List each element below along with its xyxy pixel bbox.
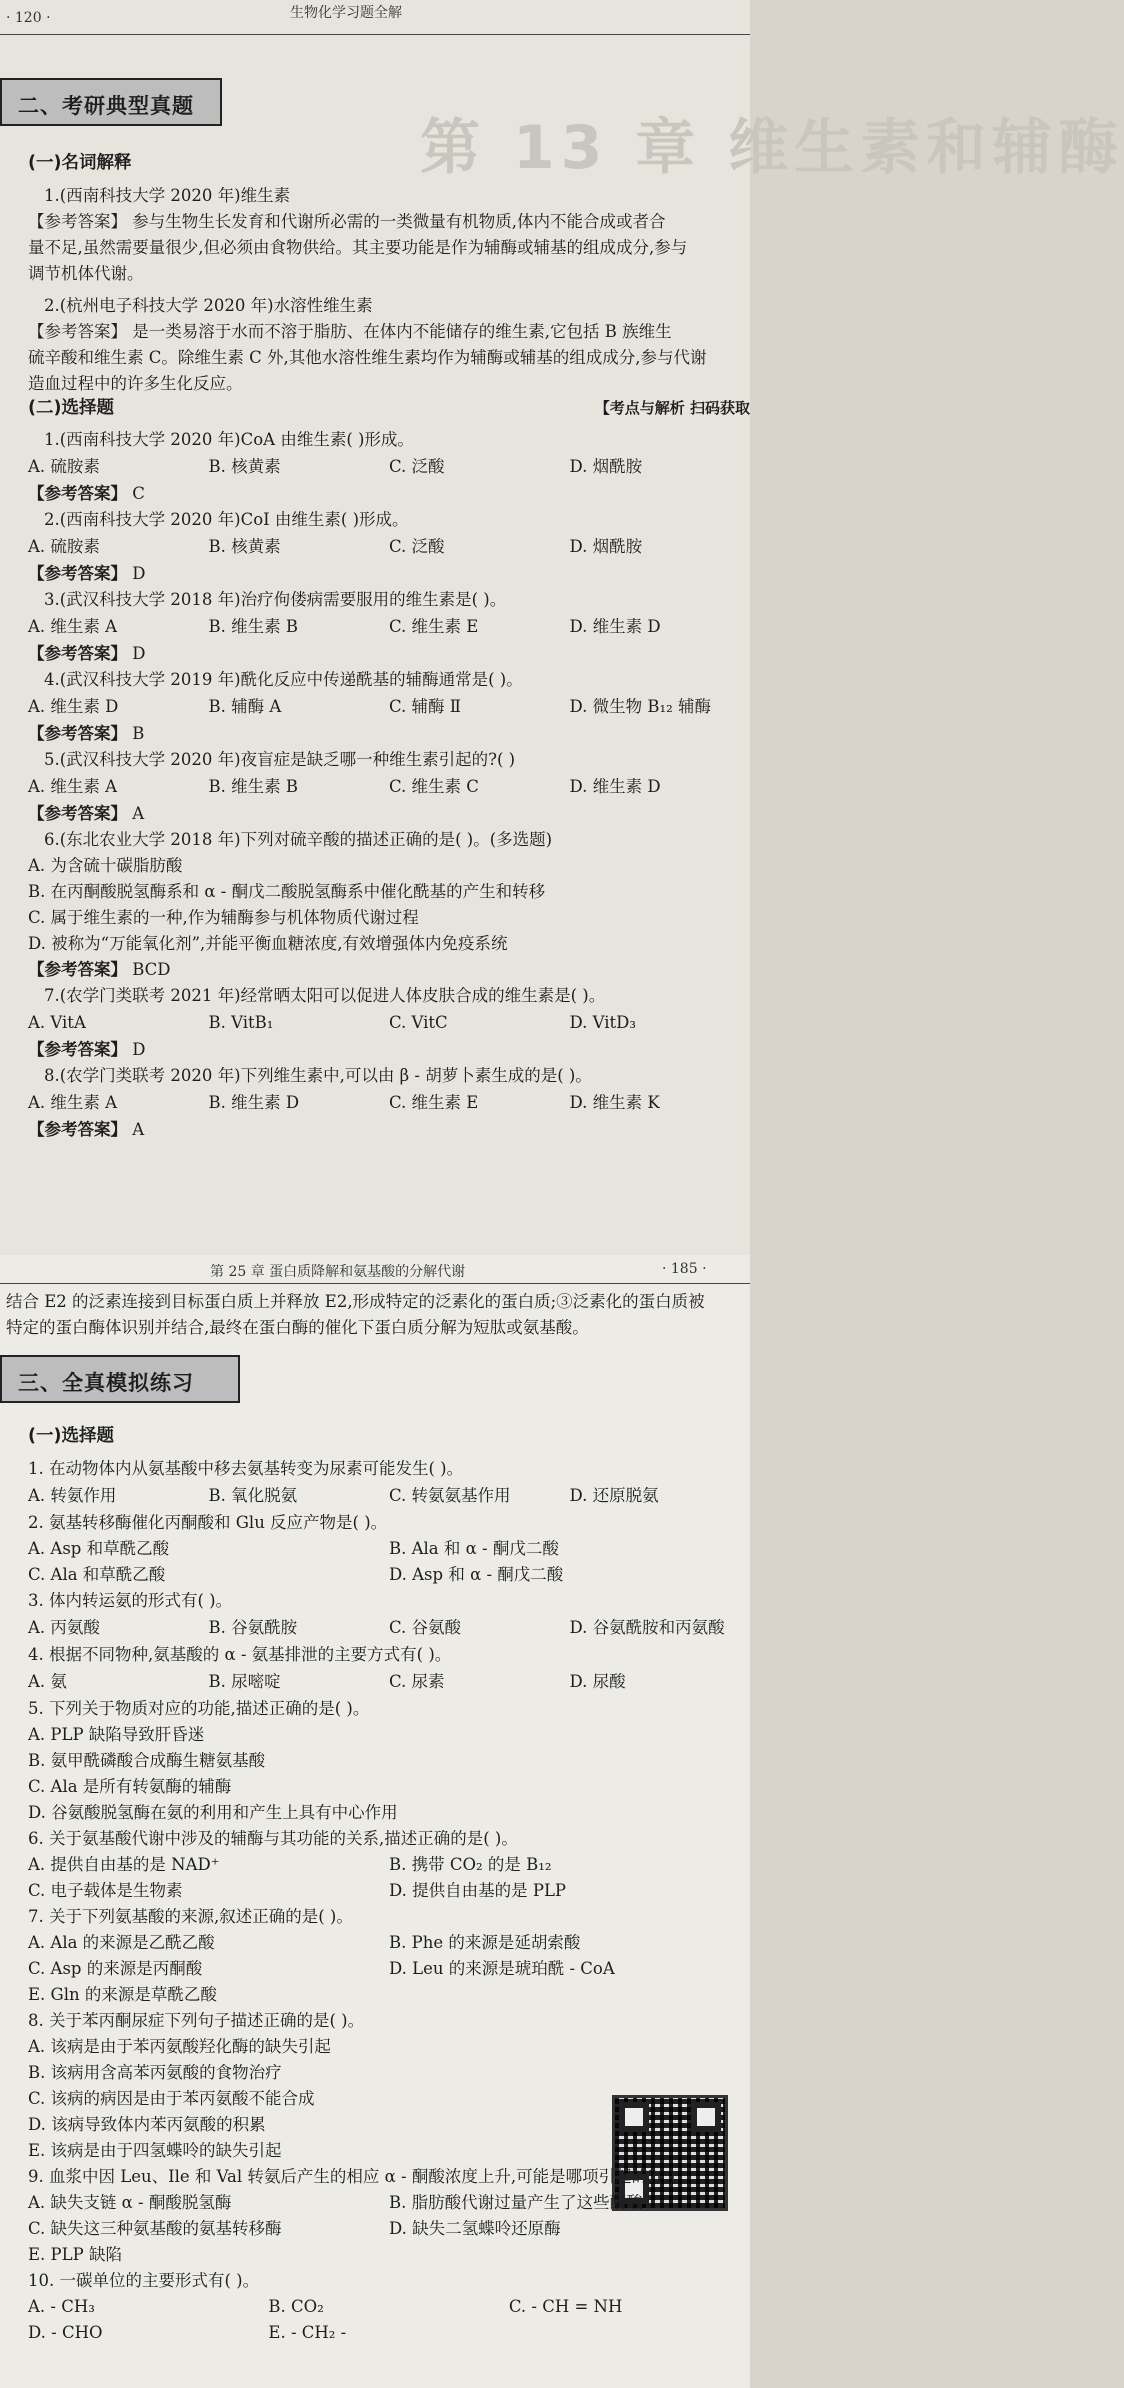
question-4: 4. 根据不同物种,氨基酸的 α - 氨基排泄的主要方式有( )。: [28, 1645, 452, 1665]
option: D. 维生素 D: [569, 777, 661, 797]
option: A. Ala 的来源是乙酰乙酸: [28, 1933, 215, 1953]
question-8: 8. 关于苯丙酮尿症下列句子描述正确的是( )。: [28, 2011, 365, 2031]
question-2: 2.(杭州电子科技大学 2020 年)水溶性维生素: [44, 296, 373, 316]
answer-row: [0, 801, 750, 827]
section-title: 三、全真模拟练习: [0, 1355, 240, 1403]
option: E. - CH₂ -: [268, 2323, 347, 2343]
option: B. 在丙酮酸脱氢酶系和 α - 酮戊二酸脱氢酶系中催化酰基的产生和转移: [28, 882, 546, 902]
answer-value: BCD: [132, 960, 171, 980]
option: D. 谷氨酸脱氢酶在氨的利用和产生上具有中心作用: [28, 1803, 398, 1823]
option: C. Asp 的来源是丙酮酸: [28, 1959, 203, 1979]
option: A. - CH₃: [28, 2297, 95, 2317]
option: E. Gln 的来源是草酰乙酸: [28, 1985, 217, 2005]
option: B. 辅酶 A: [208, 697, 282, 717]
option: A. 硫胺素: [28, 537, 100, 557]
option: B. 维生素 B: [208, 617, 298, 637]
options-row: [0, 1668, 750, 1696]
option: C. 尿素: [389, 1672, 445, 1692]
answer-value: C: [132, 484, 145, 504]
answer-row: [0, 481, 750, 507]
option: A. 维生素 A: [28, 777, 118, 797]
answer-1-line: 【参考答案】 参与生物生长发育和代谢所必需的一类微量有机物质,体内不能合成或者合: [28, 212, 666, 232]
option: D. VitD₃: [569, 1013, 637, 1033]
subsection-title: (一)名词解释: [28, 153, 132, 173]
option: C. 维生素 E: [389, 617, 479, 637]
answer-value: B: [132, 724, 145, 744]
options-grid: [0, 2190, 750, 2268]
option: A. PLP 缺陷导致肝昏迷: [28, 1725, 205, 1745]
option: B. 脂肪酸代谢过量产生了这些酮酸: [389, 2193, 643, 2213]
question-7: 7.(农学门类联考 2021 年)经常晒太阳可以促进人体皮肤合成的维生素是( )。: [44, 986, 606, 1006]
option: D. 该病导致体内苯丙氨酸的积累: [28, 2115, 266, 2135]
question-10: 10. 一碳单位的主要形式有( )。: [28, 2271, 260, 2291]
page-number: · 120 ·: [6, 10, 51, 26]
option: B. 携带 CO₂ 的是 B₁₂: [389, 1855, 552, 1875]
option: C. 缺失这三种氨基酸的氨基转移酶: [28, 2219, 282, 2239]
section-title: 二、考研典型真题: [0, 78, 222, 126]
option: B. Phe 的来源是延胡索酸: [389, 1933, 581, 1953]
header-rule: [0, 34, 750, 35]
option: D. 尿酸: [569, 1672, 626, 1692]
option: A. 缺失支链 α - 酮酸脱氢酶: [28, 2193, 232, 2213]
answer-value: D: [132, 564, 146, 584]
option: C. Ala 是所有转氨酶的辅酶: [28, 1777, 232, 1797]
option: D. 维生素 D: [569, 617, 661, 637]
page-bottom: [0, 1255, 750, 2388]
answer-value: A: [132, 804, 145, 824]
options-row: [0, 1009, 750, 1037]
options-row: [0, 773, 750, 801]
intro-line: 结合 E2 的泛素连接到目标蛋白质上并释放 E2,形成特定的泛素化的蛋白质;③泛素化的蛋白质被: [6, 1292, 705, 1311]
option: A. 维生素 D: [28, 697, 119, 717]
option: C. 电子载体是生物素: [28, 1881, 183, 1901]
answer-2-line: 【参考答案】 是一类易溶于水而不溶于脂肪、在体内不能储存的维生素,它包括 B 族维生: [28, 322, 672, 342]
option: D. 缺失二氢蝶呤还原酶: [389, 2219, 561, 2239]
option: B. 核黄素: [208, 537, 281, 557]
answer-label: 【参考答案】: [28, 1040, 127, 1060]
option: C. 维生素 E: [389, 1093, 479, 1113]
answer-value: D: [132, 1040, 146, 1060]
option: D. 维生素 K: [569, 1093, 660, 1113]
answer-label: 【参考答案】: [28, 484, 127, 504]
option: A. 丙氨酸: [28, 1618, 100, 1638]
answer-row: [0, 641, 750, 667]
section-body: [0, 140, 750, 1143]
answer-value: D: [132, 644, 146, 664]
option: D. 微生物 B₁₂ 辅酶: [569, 697, 711, 717]
option: C. 该病的病因是由于苯丙氨酸不能合成: [28, 2089, 315, 2109]
option: A. 转氨作用: [28, 1486, 117, 1506]
option: A. 维生素 A: [28, 617, 118, 637]
answer-label: 【参考答案】: [28, 724, 127, 744]
answer-label: 【参考答案】: [28, 804, 127, 824]
option: D. 被称为“万能氧化剂”,并能平衡血糖浓度,有效增强体内免疫系统: [28, 934, 508, 954]
option: C. 维生素 C: [389, 777, 479, 797]
option: A. 为含硫十碳脂肪酸: [28, 856, 183, 876]
option: A. Asp 和草酰乙酸: [28, 1539, 170, 1559]
option: A. VitA: [28, 1013, 86, 1033]
option: A. 维生素 A: [28, 1093, 118, 1113]
option: B. VitB₁: [208, 1013, 274, 1033]
option: C. 转氨氨基作用: [389, 1486, 511, 1506]
option: B. 维生素 D: [208, 1093, 300, 1113]
options-row: [0, 1482, 750, 1510]
section-body: [0, 1423, 750, 2346]
options-row: [0, 693, 750, 721]
subsection-title: (二)选择题: [28, 398, 114, 419]
question-4: 4.(武汉科技大学 2019 年)酰化反应中传递酰基的辅酶通常是( )。: [44, 670, 523, 690]
option: E. PLP 缺陷: [28, 2245, 122, 2265]
options-grid: [0, 1852, 750, 1904]
page-number: · 185 ·: [662, 1261, 707, 1277]
option: B. 核黄素: [208, 457, 281, 477]
options-row: [0, 1089, 750, 1117]
question-7: 7. 关于下列氨基酸的来源,叙述正确的是( )。: [28, 1907, 353, 1927]
answer-label: 【参考答案】: [28, 960, 127, 980]
option: B. 谷氨酰胺: [208, 1618, 298, 1638]
option: D. Asp 和 α - 酮戊二酸: [389, 1565, 564, 1585]
question-5: 5.(武汉科技大学 2020 年)夜盲症是缺乏哪一种维生素引起的?( ): [44, 750, 516, 770]
question-1: 1.(西南科技大学 2020 年)维生素: [44, 186, 291, 206]
options-grid: [0, 1930, 750, 2008]
option: E. 该病是由于四氢蝶呤的缺失引起: [28, 2141, 282, 2161]
answer-row: [0, 561, 750, 587]
option: A. 硫胺素: [28, 457, 100, 477]
answer-2-line: 硫辛酸和维生素 C。除维生素 C 外,其他水溶性维生素均作为辅酶或辅基的组成成分,参与代谢: [28, 348, 707, 368]
question-2: 2. 氨基转移酶催化丙酮酸和 Glu 反应产物是( )。: [28, 1513, 388, 1533]
scan-note: 【考点与解析 扫码获取: [594, 399, 750, 418]
question-6: 6.(东北农业大学 2018 年)下列对硫辛酸的描述正确的是( )。(多选题): [44, 830, 553, 850]
option: C. VitC: [389, 1013, 448, 1033]
option: C. Ala 和草酰乙酸: [28, 1565, 166, 1585]
option: B. 氨甲酰磷酸合成酶生糖氨基酸: [28, 1751, 266, 1771]
option: B. Ala 和 α - 酮戊二酸: [389, 1539, 559, 1559]
option: D. 还原脱氨: [569, 1486, 659, 1506]
option: C. - CH = NH: [508, 2297, 623, 2317]
option: C. 泛酸: [389, 457, 445, 477]
options-grid: [0, 1536, 750, 1588]
option: D. 谷氨酰胺和丙氨酸: [569, 1618, 725, 1638]
options-row: [0, 453, 750, 481]
intro-line: 特定的蛋白酶体识别并结合,最终在蛋白酶的催化下蛋白质分解为短肽或氨基酸。: [6, 1318, 589, 1337]
option: C. 辅酶 Ⅱ: [389, 697, 461, 717]
option: A. 该病是由于苯丙氨酸羟化酶的缺失引起: [28, 2037, 331, 2057]
option: B. 该病用含高苯丙氨酸的食物治疗: [28, 2063, 282, 2083]
option: C. 谷氨酸: [389, 1618, 462, 1638]
question-6: 6. 关于氨基酸代谢中涉及的辅酶与其功能的关系,描述正确的是( )。: [28, 1829, 518, 1849]
question-3: 3.(武汉科技大学 2018 年)治疗佝偻病需要服用的维生素是( )。: [44, 590, 507, 610]
answer-1-line: 量不足,虽然需要量很少,但必须由食物供给。其主要功能是作为辅酶或辅基的组成成分,参与: [28, 238, 688, 258]
option: D. 烟酰胺: [569, 457, 643, 477]
header-rule: [0, 1283, 750, 1284]
options-row: [0, 613, 750, 641]
answer-label: 【参考答案】: [28, 1120, 127, 1140]
option: D. 提供自由基的是 PLP: [389, 1881, 567, 1901]
answer-row: [0, 721, 750, 747]
running-title: 生物化学习题全解: [290, 5, 402, 21]
option: A. 提供自由基的是 NAD⁺: [28, 1855, 220, 1875]
option: B. 尿嘧啶: [208, 1672, 281, 1692]
running-title: 第 25 章 蛋白质降解和氨基酸的分解代谢: [210, 1264, 466, 1280]
option: D. - CHO: [28, 2323, 103, 2343]
chapter-title-ghost: 第 13 章 维生素和辅酶: [420, 113, 1124, 183]
question-3: 3. 体内转运氨的形式有( )。: [28, 1591, 233, 1611]
options-row: [0, 1614, 750, 1642]
question-1: 1.(西南科技大学 2020 年)CoA 由维生素( )形成。: [44, 430, 414, 450]
answer-label: 【参考答案】: [28, 644, 127, 664]
question-8: 8.(农学门类联考 2020 年)下列维生素中,可以由 β - 胡萝卜素生成的是( )。: [44, 1066, 592, 1086]
answer-1-line: 调节机体代谢。: [28, 264, 144, 284]
option: C. 属于维生素的一种,作为辅酶参与机体物质代谢过程: [28, 908, 419, 928]
intro-text: [0, 1289, 750, 1341]
question-1: 1. 在动物体内从氨基酸中移去氨基转变为尿素可能发生( )。: [28, 1459, 464, 1479]
option: B. 维生素 B: [208, 777, 298, 797]
question-2: 2.(西南科技大学 2020 年)CoI 由维生素( )形成。: [44, 510, 409, 530]
options-grid: [0, 2294, 750, 2346]
option: D. Leu 的来源是琥珀酰 - CoA: [389, 1959, 615, 1979]
option: B. CO₂: [268, 2297, 324, 2317]
answer-label: 【参考答案】: [28, 564, 127, 584]
option: C. 泛酸: [389, 537, 445, 557]
answer-2-line: 造血过程中的许多生化反应。: [28, 374, 243, 394]
answer-value: A: [132, 1120, 145, 1140]
options-row: [0, 533, 750, 561]
option: B. 氧化脱氨: [208, 1486, 298, 1506]
question-5: 5. 下列关于物质对应的功能,描述正确的是( )。: [28, 1699, 370, 1719]
subsection-title: (一)选择题: [28, 1426, 114, 1446]
option: D. 烟酰胺: [569, 537, 643, 557]
option: A. 氨: [28, 1672, 67, 1692]
question-9: 9. 血浆中因 Leu、Ile 和 Val 转氨后产生的相应 α - 酮酸浓度上升,可能是哪项引起的?( ): [28, 2167, 676, 2187]
